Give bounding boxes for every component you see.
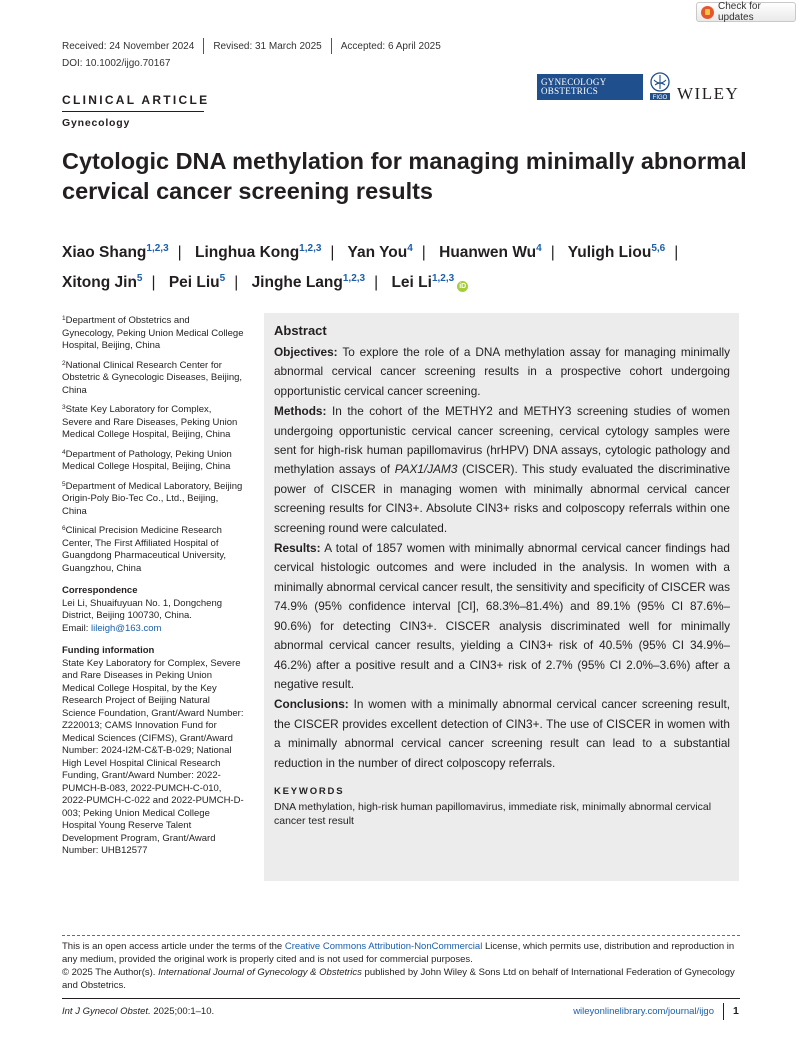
date-divider xyxy=(203,38,204,54)
author-separator: | xyxy=(374,274,379,291)
author-affiliation-ref[interactable]: 5 xyxy=(136,273,143,284)
affiliation: $^5$Department of Medical Laboratory, Beijing Origin-Poly Bio-Tec Co., Ltd., Beijing, China xyxy=(62,480,243,517)
keywords-list: DNA methylation, high-risk human papillomavirus, immediate risk, minimally abnormal cervical cancer test result xyxy=(274,800,712,827)
author[interactable]: Xitong Jin$^5$ xyxy=(62,273,143,291)
keywords-heading: KEYWORDS xyxy=(274,785,345,797)
crossmark-icon xyxy=(701,6,714,19)
author[interactable]: Jinghe Lang$^{1,2,3}$ xyxy=(251,273,366,291)
license-notice: This is an open access article under the terms of the Creative Commons Attribution-NonCommercial License, which permits use, distribution and reproduction in any medium, provided the original work is properly cited and is not used for commercial purposes. © 2025 The Author(s). International Journal of Gynecology & Obstetrics published by John Wiley & Sons Ltd on behalf of International Federation of Gynecology and Obstetrics. xyxy=(62,941,735,991)
article-dates xyxy=(62,38,441,54)
author-affiliation-ref[interactable]: 5,6 xyxy=(651,243,666,254)
author-separator: | xyxy=(234,274,239,291)
abstract-objectives: Objectives: To explore the role of a DNA methylation assay for managing minimally abnormal cervical cancer screening results in a prospective cohort undergoing opportunistic cervical cancer screening. xyxy=(274,345,730,398)
figo-logo-icon xyxy=(648,72,672,100)
author-separator: | xyxy=(421,244,426,261)
author[interactable]: Linghua Kong$^{1,2,3}$ xyxy=(195,243,322,261)
accepted-date: Accepted: 6 April 2025 xyxy=(340,40,441,52)
author[interactable]: Xiao Shang$^{1,2,3}$ xyxy=(62,243,169,261)
affiliation: $^3$State Key Laboratory for Complex, Severe and Rare Diseases, Peking Union Medical College Hospital, Beijing, China xyxy=(62,404,238,440)
author-affiliation-ref[interactable]: 1,2,3 xyxy=(146,243,169,254)
author-affiliation-ref[interactable]: 4 xyxy=(536,243,542,254)
author[interactable]: Yan You$^4$ xyxy=(347,243,413,261)
citation: Int J Gynecol Obstet. 2025;00:1–10. xyxy=(62,1006,215,1017)
journal-logo[interactable] xyxy=(537,74,643,100)
affiliation: $^2$National Clinical Research Center for Obstetric & Gynecologic Diseases, Beijing, China xyxy=(62,359,243,396)
author-affiliation-ref[interactable]: 1,2,3 xyxy=(431,273,455,284)
correspondence-text: Lei Li, Shuaifuyuan No. 1, Dongcheng District, Beijing 100730, China. Email: lileigh@163.com xyxy=(62,597,223,634)
license-link[interactable]: Creative Commons Attribution-NonCommercial xyxy=(284,941,483,952)
author-separator: | xyxy=(674,244,679,261)
abstract-heading: Abstract xyxy=(274,323,327,338)
received-date: Received: 24 November 2024 xyxy=(62,40,195,52)
affiliation: $^6$Clinical Precision Medicine Research Center, The First Affiliated Hospital of Guangdong Pharmaceutical University, Guangzhou, China xyxy=(62,525,227,574)
article-type: CLINICAL ARTICLE xyxy=(62,93,210,107)
author-separator: | xyxy=(330,244,335,261)
author[interactable]: Huanwen Wu$^4$ xyxy=(439,243,542,261)
author[interactable]: Yuligh Liou$^{5,6}$ xyxy=(567,243,666,261)
author[interactable]: Lei Li$^{1,2,3}$iD xyxy=(391,273,467,291)
correspondence-heading: Correspondence xyxy=(62,585,138,596)
funding-heading: Funding information xyxy=(62,645,155,656)
footnote-divider xyxy=(62,935,740,936)
affiliation: $^1$Department of Obstetrics and Gynecology, Peking Union Medical College Hospital, Beijing, China xyxy=(62,315,244,351)
author-separator: | xyxy=(550,244,555,261)
abstract-results: Results: A total of 1857 women with minimally abnormal cervical cancer findings had cervical histologic outcomes and were included in the analysis. In women with a minimally abnormal cervical cancer result, the sensitivity and specificity of CISCER was 74.9% (95% confidence interval [CI], 68.3%–81.4%) and 89.1% (95% CI 87.6%–90.6%) for detecting CIN3+. CISCER analysis discriminated well for minimally abnormal cervical cancer results, yielding a CIN3+ risk of 40.5% (95% CI 34.9%–46.2%) after a positive result and a CIN3+ risk of 2.7% (95% CI 2.0%–3.6%) after a negative result. xyxy=(274,541,730,691)
funding-text: State Key Laboratory for Complex, Severe and Rare Diseases in Peking Union Medical College Hospital, by the Key Research Project of Beijing Natural Science Foundation, Grant/Award Number: Z220013; CAMS Innovation Fund for Medical Sciences (CIFMS), Grant/Award Number: 2024-I2M-C&T-B-029; National High Level Hospital Clinical Research Funding, Grant/Award Number: 2022-PUMCH-B-083, 2022-PUMCH-C-010, 2022-PUMCH-C-022 and 2022-PUMCH-D-003; Peking Union Medical College Hospital Young Reserve Talent Development Program, Grant/Award Number: UHB12577 xyxy=(62,657,244,856)
footer-rule xyxy=(62,998,740,999)
abstract-methods: Methods: In the cohort of the METHY2 and METHY3 screening studies of women undergoing opportunistic cervical cancer screening, cervical cytology samples were sent for high-risk human papillomavirus (hrHPV) DNA assays, cytologic pathology and methylation assays of PAX1/JAM3 (CISCER). This study evaluated the discriminative power of CISCER in managing women with minimally abnormal cervical cancer screening results for CIN3+. Absolute CIN3+ risks and colposcopy referrals within one screening round were calculated. xyxy=(274,404,731,535)
author-separator: | xyxy=(177,244,182,261)
article-title: Cytologic DNA methylation for managing minimally abnormal cervical cancer screening results xyxy=(62,148,747,204)
author-list xyxy=(62,236,752,296)
author-affiliation-ref[interactable]: 4 xyxy=(407,243,413,254)
orcid-icon[interactable]: iD xyxy=(459,283,467,290)
figo-label: FIGO xyxy=(652,95,668,100)
journal-logo-line1: GYNECOLOGY xyxy=(541,77,607,87)
revised-date: Revised: 31 March 2025 xyxy=(213,40,322,52)
abstract-conclusions: Conclusions: In women with a minimally abnormal cervical cancer screening result, the CISCER provides excellent detection of CIN3+. The use of CISCER in women with a minimally abnormal cervical cancer screening result can lead to a substantial reduction in the number of direct colposcopy referrals. xyxy=(274,697,730,770)
author-separator: | xyxy=(151,274,156,291)
affiliation: $^4$Department of Pathology, Peking Union Medical College Hospital, Beijing, China xyxy=(62,448,232,472)
author-affiliation-ref[interactable]: 1,2,3 xyxy=(342,273,366,284)
page-number-divider xyxy=(723,1003,724,1020)
author[interactable]: Pei Liu$^5$ xyxy=(168,273,226,291)
author-affiliation-ref[interactable]: 5 xyxy=(219,273,226,284)
subject-category: Gynecology xyxy=(62,117,131,129)
check-updates-label: Check for updates xyxy=(718,1,761,23)
email-link[interactable]: lileigh@163.com xyxy=(91,622,162,634)
page-number: 1 xyxy=(733,1005,739,1017)
wiley-logo[interactable]: WILEY xyxy=(677,84,740,103)
check-for-updates-button[interactable] xyxy=(696,2,796,22)
doi[interactable]: DOI: 10.1002/ijgo.70167 xyxy=(62,58,171,69)
journal-url-link[interactable]: wileyonlinelibrary.com/journal/ijgo xyxy=(573,1006,714,1017)
author-affiliation-ref[interactable]: 1,2,3 xyxy=(299,243,322,254)
date-divider xyxy=(331,38,332,54)
abstract-panel xyxy=(264,313,739,881)
journal-logo-line2: OBSTETRICS xyxy=(541,86,599,96)
side-column xyxy=(62,313,244,858)
article-type-rule xyxy=(62,111,204,112)
